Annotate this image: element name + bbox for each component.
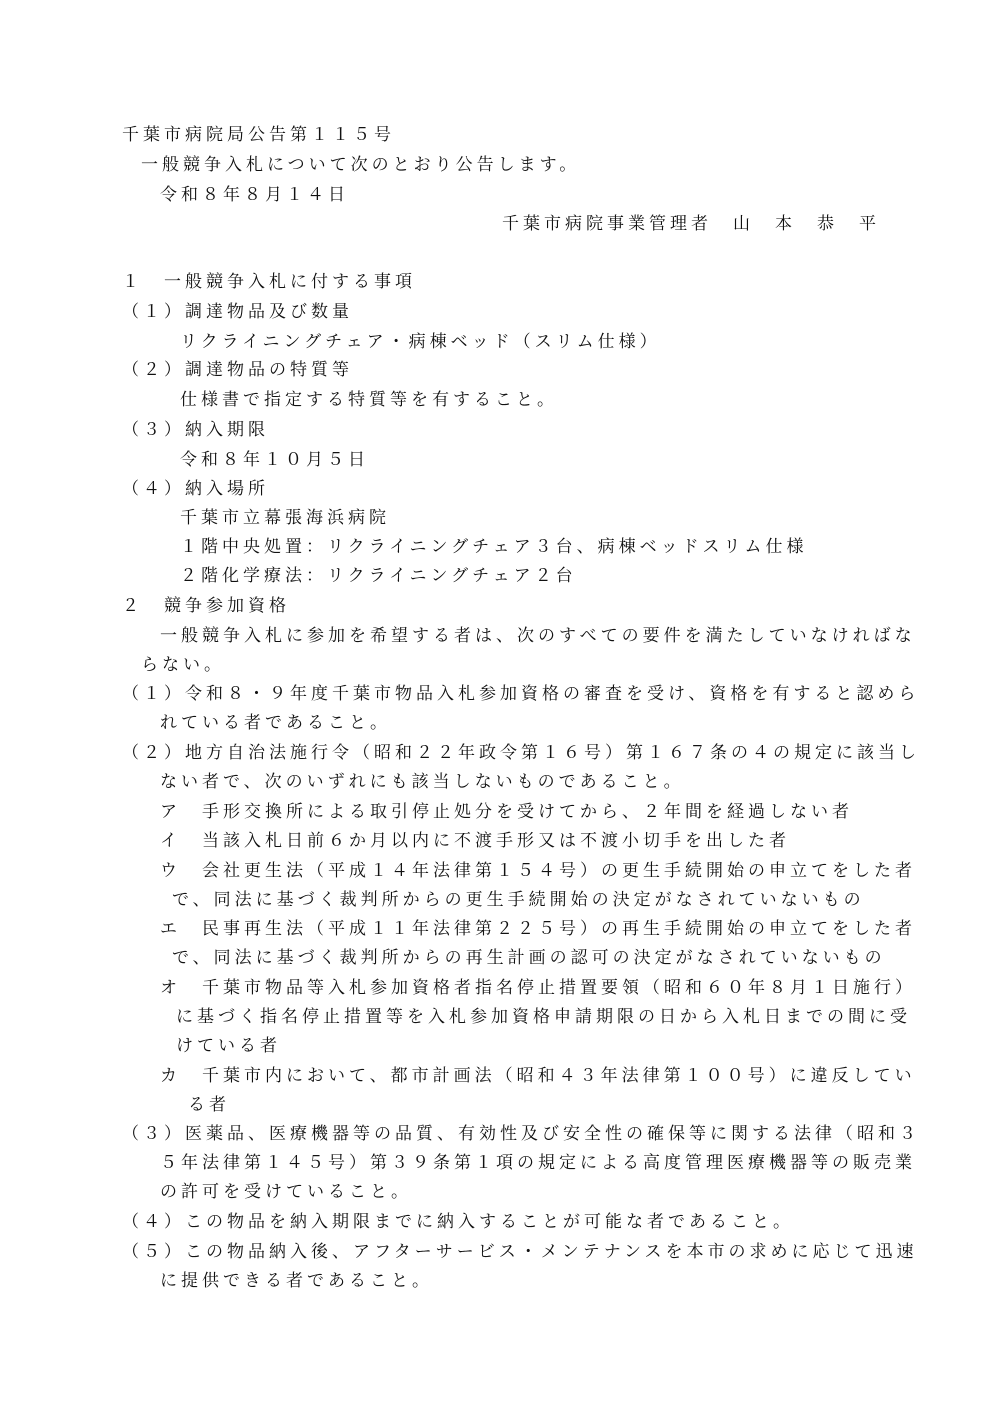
section2-intro: 一般競争入札に参加を希望する者は、次のすべての要件を満たしていなければな bbox=[160, 626, 916, 646]
item1-label: （１）調達物品及び数量 bbox=[122, 302, 353, 322]
requirement-4: （４）この物品を納入期限までに納入することが可能な者であること。 bbox=[122, 1212, 794, 1232]
notice-number: 千葉市病院局公告第１１５号 bbox=[122, 125, 395, 145]
requirement-2: ない者で、次のいずれにも該当しないものであること。 bbox=[160, 772, 685, 792]
sub-item-o: けている者 bbox=[176, 1036, 281, 1056]
notice-intro: 一般競争入札について次のとおり公告します。 bbox=[141, 155, 581, 175]
issuer-name: 千葉市病院事業管理者 山 本 恭 平 bbox=[502, 214, 880, 234]
sub-item-o: に基づく指名停止措置等を入札参加資格申請期限の日から入札日までの間に受 bbox=[176, 1007, 911, 1027]
requirement-2: （２）地方自治法施行令（昭和２２年政令第１６号）第１６７条の４の規定に該当し bbox=[122, 743, 920, 763]
requirement-1: （１）令和８・９年度千葉市物品入札参加資格の審査を受け、資格を有すると認めら bbox=[122, 684, 920, 704]
item3-label: （３）納入期限 bbox=[122, 420, 269, 440]
item3-text: 令和８年１０月５日 bbox=[180, 450, 369, 470]
requirement-1: れている者であること。 bbox=[160, 713, 391, 733]
sub-item-u: ウ 会社更生法（平成１４年法律第１５４号）の更生手続開始の申立てをした者 bbox=[160, 861, 916, 881]
section1-heading: １ 一般競争入札に付する事項 bbox=[122, 272, 416, 292]
section2-heading: ２ 競争参加資格 bbox=[122, 596, 290, 616]
sub-item-ka: る者 bbox=[188, 1095, 230, 1115]
item2-label: （２）調達物品の特質等 bbox=[122, 360, 353, 380]
section2-intro: らない。 bbox=[141, 655, 225, 675]
item4-label: （４）納入場所 bbox=[122, 479, 269, 499]
notice-date: 令和８年８月１４日 bbox=[160, 185, 349, 205]
sub-item-e: で、同法に基づく裁判所からの再生計画の認可の決定がなされていないもの bbox=[172, 948, 886, 968]
requirement-3: の許可を受けていること。 bbox=[160, 1182, 412, 1202]
sub-item-a: ア 手形交換所による取引停止処分を受けてから、２年間を経過しない者 bbox=[160, 802, 853, 822]
requirement-5: に提供できる者であること。 bbox=[160, 1271, 433, 1291]
item1-text: リクライニングチェア・病棟ベッド（スリム仕様） bbox=[180, 332, 661, 352]
requirement-5: （５）この物品納入後、アフターサービス・メンテナンスを本市の求めに応じて迅速 bbox=[122, 1242, 918, 1262]
sub-item-o: オ 千葉市物品等入札参加資格者指名停止措置要領（昭和６０年８月１日施行） bbox=[160, 978, 916, 998]
item2-text: 仕様書で指定する特質等を有すること。 bbox=[180, 390, 558, 410]
item4-text: ２階化学療法：リクライニングチェア２台 bbox=[180, 566, 577, 586]
sub-item-ka: カ 千葉市内において、都市計画法（昭和４３年法律第１００号）に違反してい bbox=[160, 1066, 916, 1086]
requirement-3: （３）医薬品、医療機器等の品質、有効性及び安全性の確保等に関する法律（昭和３ bbox=[122, 1124, 920, 1144]
sub-item-e: エ 民事再生法（平成１１年法律第２２５号）の再生手続開始の申立てをした者 bbox=[160, 919, 916, 939]
item4-text: １階中央処置：リクライニングチェア３台、病棟ベッドスリム仕様 bbox=[180, 537, 808, 557]
sub-item-i: イ 当該入札日前６か月以内に不渡手形又は不渡小切手を出した者 bbox=[160, 831, 790, 851]
sub-item-u: で、同法に基づく裁判所からの更生手続開始の決定がなされていないもの bbox=[172, 890, 865, 910]
requirement-3: ５年法律第１４５号）第３９条第１項の規定による高度管理医療機器等の販売業 bbox=[160, 1153, 916, 1173]
item4-text: 千葉市立幕張海浜病院 bbox=[180, 508, 390, 528]
